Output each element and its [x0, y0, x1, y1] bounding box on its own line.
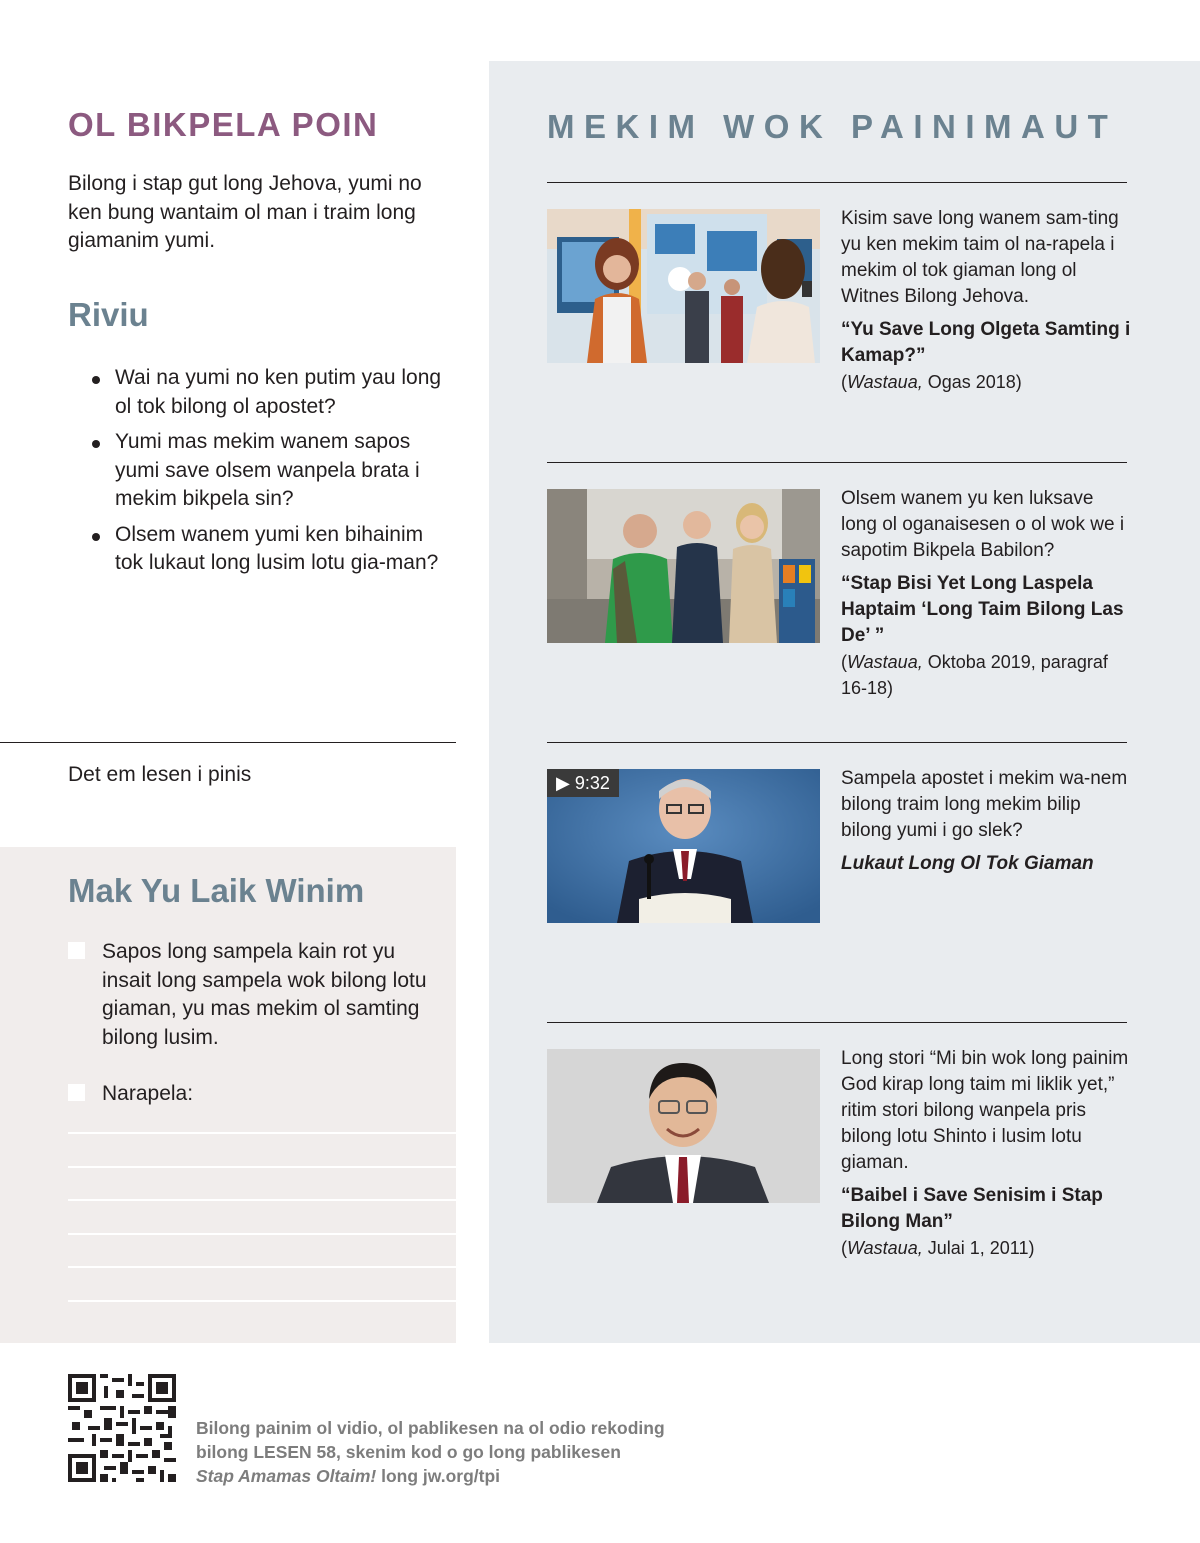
qr-code-icon[interactable]: [68, 1374, 176, 1482]
bullet-icon: [92, 440, 100, 448]
goal-heading: Mak Yu Laik Winim: [68, 872, 365, 909]
article-link[interactable]: “Yu Save Long Olgeta Samting i Kamap?”: [841, 319, 1131, 366]
photo-portrait-man-icon[interactable]: [547, 1049, 820, 1203]
research-card-text: Kisim save long wanem sam-ting yu ken mekim taim ol na-rapela i mekim ol tok giaman long ol Witnes Bilong Jehova. “Yu Save Long Olgeta Samting i Kamap?” (Wastaua, Ogas 2018): [841, 206, 1131, 395]
review-item: Yumi mas mekim wanem sapos yumi save olsem wanpela brata i mekim bikpela sin?: [92, 428, 456, 514]
divider: [547, 182, 1127, 183]
video-link[interactable]: Lukaut Long Ol Tok Giaman: [841, 853, 1094, 874]
source-citation: (Wastaua, Ogas 2018): [841, 372, 1022, 392]
review-item: Olsem wanem yumi ken bihainim tok lukaut long lusim lotu gia-man?: [92, 521, 456, 578]
divider: [547, 742, 1127, 743]
review-heading: Riviu: [68, 296, 149, 333]
write-in-lines[interactable]: [68, 1132, 456, 1333]
illustration-women-with-phones-icon[interactable]: [547, 209, 820, 363]
source-citation: (Wastaua, Oktoba 2019, paragraf 16-18): [841, 652, 1108, 698]
goal-item-other: Narapela:: [68, 1080, 438, 1109]
source-citation: (Wastaua, Julai 1, 2011): [841, 1238, 1035, 1258]
bullet-icon: [92, 533, 100, 541]
divider: [0, 742, 456, 743]
publication-link[interactable]: Stap Amamas Oltaim!: [196, 1466, 377, 1486]
divider: [547, 462, 1127, 463]
goal-item: Sapos long sampela kain rot yu insait long sampela wok bilong lotu giaman, yu mas mekim ol samting bilong lusim.: [68, 938, 438, 1052]
checkbox[interactable]: [68, 1084, 85, 1101]
intro-text: Bilong i stap gut long Jehova, yumi no ken bung wantaim ol man i traim long giamanim yumi.: [68, 172, 422, 252]
research-card-text: Long stori “Mi bin wok long painim God kirap long taim mi liklik yet,” ritim stori bilong wanpela pris bilong lotu Shinto i lusim lotu giaman. “Baibel i Save Senisim i Stap Bilong Man” (Wastaua, Julai 1, 2011): [841, 1046, 1131, 1261]
lesson-completed-label: Det em lesen i pinis: [68, 763, 252, 786]
checkbox[interactable]: [68, 942, 85, 959]
main-points-heading: OL BIKPELA POIN: [68, 106, 379, 143]
review-item: Wai na yumi no ken putim yau long ol tok bilong ol apostet?: [92, 364, 456, 421]
divider: [547, 1022, 1127, 1023]
article-link[interactable]: “Baibel i Save Senisim i Stap Bilong Man”: [841, 1185, 1103, 1232]
photo-witnesses-street-icon[interactable]: [547, 489, 820, 643]
research-heading: MEKIM WOK PAINIMAUT: [547, 108, 1118, 145]
bullet-icon: [92, 376, 100, 384]
review-list: [92, 364, 456, 585]
research-card-text: Olsem wanem yu ken luksave long ol oganaisesen o ol wok we i sapotim Bikpela Babilon? “Stap Bisi Yet Long Laspela Haptaim ‘Long Taim Bilong Las De’ ” (Wastaua, Oktoba 2019, paragraf 16-18): [841, 486, 1131, 701]
research-card-text: Sampela apostet i mekim wa-nem bilong traim long mekim bilip bilong yumi i go slek? Lukaut Long Ol Tok Giaman: [841, 766, 1131, 877]
article-link[interactable]: “Stap Bisi Yet Long Laspela Haptaim ‘Long Taim Bilong Las De’ ”: [841, 573, 1124, 646]
footer-note: Bilong painim ol vidio, ol pablikesen na ol odio rekoding bilong LESEN 58, skenim kod o go long pablikesen Stap Amamas Oltaim! long jw.org/tpi: [196, 1418, 665, 1486]
video-speaker-icon[interactable]: [547, 769, 820, 923]
video-duration-badge: ▶ 9:32: [547, 769, 619, 797]
